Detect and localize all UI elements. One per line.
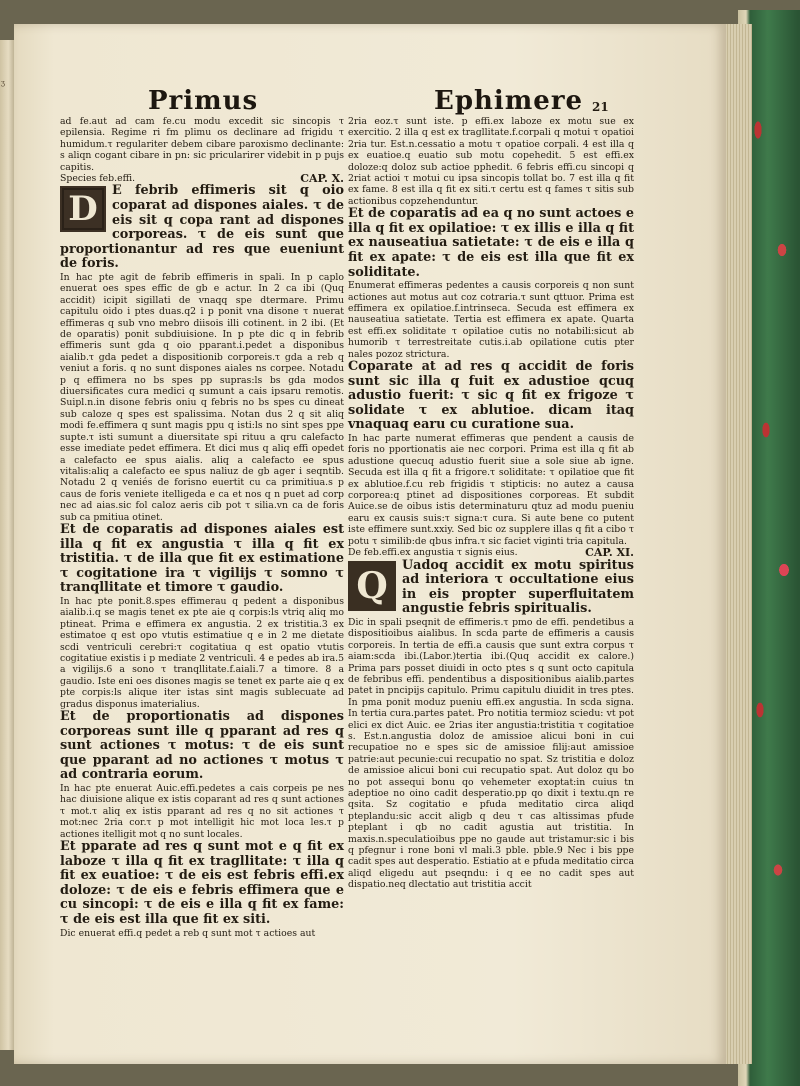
page-stack-edges <box>722 24 752 1064</box>
paragraph: In hac pte ponit.8.spes effimerau q pedent a disponibus aialib.i.q se magis tenet ex pte aie q corpis:ls vtriq aliq mo ptineat. Prima e effimera ex angustia. 2 ex tristitia.3 ex estimatoe q est opo vtutis estimatiue q e in 2 me dietate scdi ventriculi cerebri:τ cogitatiua q est opatio vtutis cogitatiue existis i p mediate 2 ventriculi. 4 e pedes ab ira.5 a vigilijs.6 a sono τ tranqllitate.f.aiali.7 a timore. 8 a gaudio. Iste eni oes disones magis se tenet ex parte aie q ex pte corpis:ls alique iter istas sint magis sublecuate ad gradus disponus imaterialius. <box>60 595 344 710</box>
paragraph: 2ria eoz.τ sunt iste. p effi.ex laboze ex motu sue ex exercitio. 2 illa q est ex tragllitate.f.corpali q motui τ opatioi 2ria tur. Est.n.cessatio a motu τ opatioe corpali. 4 est illa q ex euatioe.q euatio sub motu copehedit. 5 est effi.ex doloze:q doloz sub actioe pphedit. 6 febris effi.cu sincopi q 2riat actioi τ motui cu ipsa sincopis tollat bo. 7 est illa q fit ex fame. 8 est illa q fit ex siti.τ certu est q fames τ sitis sub actionibus copzehenduntur. <box>348 116 634 207</box>
section-body: Uadoq accidit ex motu spiritus ad interiora τ occultatione eius in eis propter superfluitatem angustie febris spiritualis. <box>402 557 634 617</box>
paragraph: In hac parte numerat effimeras que pendent a causis de foris no pportionatis aie nec corpori. Prima est illa q fit ab adustione quecuq adustio fuerit siue a sole siue ab igne. Secuda est illa q fit a frigore.τ soliditate: τ opilatioe que fit ex ablutioe.f.cu reb frigidis τ stipticis: no autez a causa corporea:q ptinet ad dispositiones corporeas. Et subdit Auice.se de oibus istis determinaturu qtuz ad modu pueniu earu ex causis suis:τ signa:τ cura. Si aute bene co putent iste effimere sunt.xxiy. Sed bic oz supplere illas q fit a cibo τ potu τ similib:de qbus infra.τ sic faciet viginti tria capitula. <box>348 433 634 547</box>
section-text: Et de proportionatis ad dispones corporeas sunt ille q pparant ad res q sunt actiones τ motus: τ de eis sunt que pparant ad no actiones τ motus τ ad contraria eorum. <box>60 708 344 783</box>
decorated-initial: D <box>60 186 106 232</box>
chapter-number: CAP. X. <box>300 172 344 186</box>
chapter-number: CAP. XI. <box>585 546 634 560</box>
section-text <box>348 559 634 617</box>
section-text: Coparate at ad res q accidit de foris sunt sic illa q fuit ex adustioe qcuq adustio fuerit: τ sic q fit ex frigoze τ solidate τ ex ablutioe. dicam itaq vnaquaq earu cu curatione sua. <box>348 359 634 433</box>
paragraph: ad fe.aut ad cam fe.cu modu excedit sic sincopis τ epilensia. Regime ri fm plimu os declinare ad frigidu τ humidum.τ regulariter debem cibare paroxismo declinante: s aliqn cogant cibare in pn: sic pricularirer videbit in p pujs capitis. <box>60 116 344 173</box>
decorated-initial: Q <box>348 561 396 611</box>
paragraph: In hac pte agit de febrib effimeris in spali. In p caplo enuerat oes spes effic de gb e actur. In 2 ca ibi (Quq accidit) icipit sigillati de vnaqq spe dtermare. Primu capitulu oido i ptes duas.q2 i p ponit vna disone τ nuerat effimeras q sub vno mebro diisois illi cotinent. in 2 ibi. (Et de oparatis) ponit subdiuisione. In p pte dic q in febrib effimeris sunt gda q oio pparant.i.pedet a disponibus aialib.τ gda pedet a dispositionib corporeis.τ gda a reb q veniut a foris. q no sunt dispones aiales ns corpee. Notadu p q effimera no bs spes pp supras:ls bs gda modos diuersificates cura medici q sumunt a cais ipsaru remotis. Suipl.n.in disone febris oniu q febris no bs spes cu dineat sub caloze q spes est spalissima. Notan dus 2 q sit aliq modi fe.effimera q sunt magis ppu q isti:ls no sint spes ppe supte.τ isti sumunt a diuersitate spi rituu a qru calefacto esse imediate pedet effimera. Et dici mus q aliq effi opedet a calefacto ee spus aialis. aliq a calefacto ee spus vitalis:aliq a calefacto ee spus naliuz de gb ager i seqntib. Notadu 2 q veniés de forisno euertit cu ca primitiua.s p caus de foris veniete itelligeda e ca et nos q n puet ad corp nec ad aias.sic fol caloz aeris cib pot τ silia.vn ca de foris sub ca pmitiua otinet. <box>60 272 344 523</box>
section-text <box>60 184 344 272</box>
section-text: Et pparate ad res q sunt mot e q fit ex laboze τ illa q fit ex tragllitate: τ illa q fit ex euatioe: τ de eis est febris effi.ex doloze: τ de eis e febris effimera que e cu sincopi: τ de eis e illa q fit ex fame: τ de eis est illa que fit ex siti. <box>60 838 344 927</box>
previous-page-edge: ʒ <box>0 40 14 1050</box>
section-body: E febrib effimeris sit q oio coparat ad dispones aiales. τ de eis sit q copa rant ad dispones corporeas. τ de eis sunt que proportionantur ad res que eueniunt de foris. <box>60 183 344 272</box>
chapter-title: Species feb.effi. <box>60 173 136 185</box>
paragraph: Enumerat effimeras pedentes a causis corporeis q non sunt actiones aut motus aut coz cotraria.τ sunt qttuor. Prima est effimera ex opilatioe.f.intrinseca. Secuda est effimera ex nauseatiua satietate. Tertia est effimera ex apate. Quarta est effi.ex soliditate τ opilatioe cutis no notabili:sicut ab humorib τ terrestreitate cutis.i.ab opilatione cutis pter nales pozoz strictura. <box>348 280 634 360</box>
text-column-right <box>348 116 634 891</box>
book-page <box>14 24 726 1064</box>
chapter-title: De feb.effi.ex angustia τ signis eius. <box>348 547 518 559</box>
text-column-left <box>60 116 344 939</box>
folio-number: 21 <box>592 100 609 114</box>
paragraph: Dic enuerat effi.q pedet a reb q sunt mot τ actioes aut <box>60 927 316 939</box>
paragraph: Dic in spali pseqnit de effimeris.τ pmo de effi. pendetibus a dispositioibus aialibus. In scda parte de effimeris a causis corporeis. In tertia de effi.a causis que sunt extra corpus τ aiam:scda ibi.(Labor.)tertia ibi.(Quq accidit ex calore.) Prima pars posset diuidi in octo ptes s q sunt octo capitula de febribus effi. pendentibus a dispositionibus aialib.partes patet in pncipijs capitulo. Primu capitulu diuidit in tres ptes. In pma ponit moduz pueniu effi.ex angustia. In scda signa. In tertia cura.partes patet. Pro notitia termioz sciedu: vt pot elici ex dict Auic. ee 2rias iter angustia:tristitia τ cogitatioe s. Est.n.angustia doloz de amissioe alicui boni in cui recupatioe no e spes sic de amissioe filij:aut amissioe patrie:aut pecunie:cui recupatio no spat. Sz tristitia e doloz de amissioe alicui boni cui recupatio spat. Aut doloz qu bo no pot assequi bonu qo vehemeter exoptat:in cuius tn adeptioe no oino cadit desperatio.pp qo dixit i textu.qn re qsita. Sz cogitatio e pfuda meditatio circa aliqd pteplandu:sic accit aligb q deu τ cas altissimas pfude pteplant i qb no cadit agustia aut tristitia. In maxis.n.speculatioibus ppe no gaude aut tristamur:sic i bis q pfegnur i rone boni vl mali.3 pble. pble.9 Nec i bis ppe cadit spes aut desperatio. Estiatio at e pfuda meditatio circa aliqd eligedu aut pseqndu: i q ee no cadit spes aut dispatio.neq dlectatio aut tristitia accit <box>348 616 634 891</box>
running-head-left: Primus <box>148 86 259 116</box>
running-head-right: Ephimere <box>434 86 584 116</box>
section-text: Et de coparatis ad dispones aiales est illa q fit ex angustia τ illa q fit ex tristitia. τ de illa que fit ex estimatione τ cogitatione ira τ vigilijs τ somno τ tranqllitate et timore τ gaudio. <box>60 521 344 596</box>
section-text: Et de coparatis ad ea q no sunt actoes e illa q fit ex opilatioe: τ ex illis e illa q fit ex nauseatiua satietate: τ de eis e illa q fit ex apate: τ de eis est illa que fit ex soliditate. <box>348 206 634 280</box>
paragraph: In hac pte enuerat Auic.effi.pedetes a cais corpeis pe nes hac diuisione alique ex istis coparant ad res q sunt actiones τ mot.τ aliq ex istis pparant ad res q no sit actiones τ mot:nec 2ria cor.τ p mot intelligit hic mot loca les.τ p actiones itelligit mot q no sunt locales. <box>60 782 344 840</box>
